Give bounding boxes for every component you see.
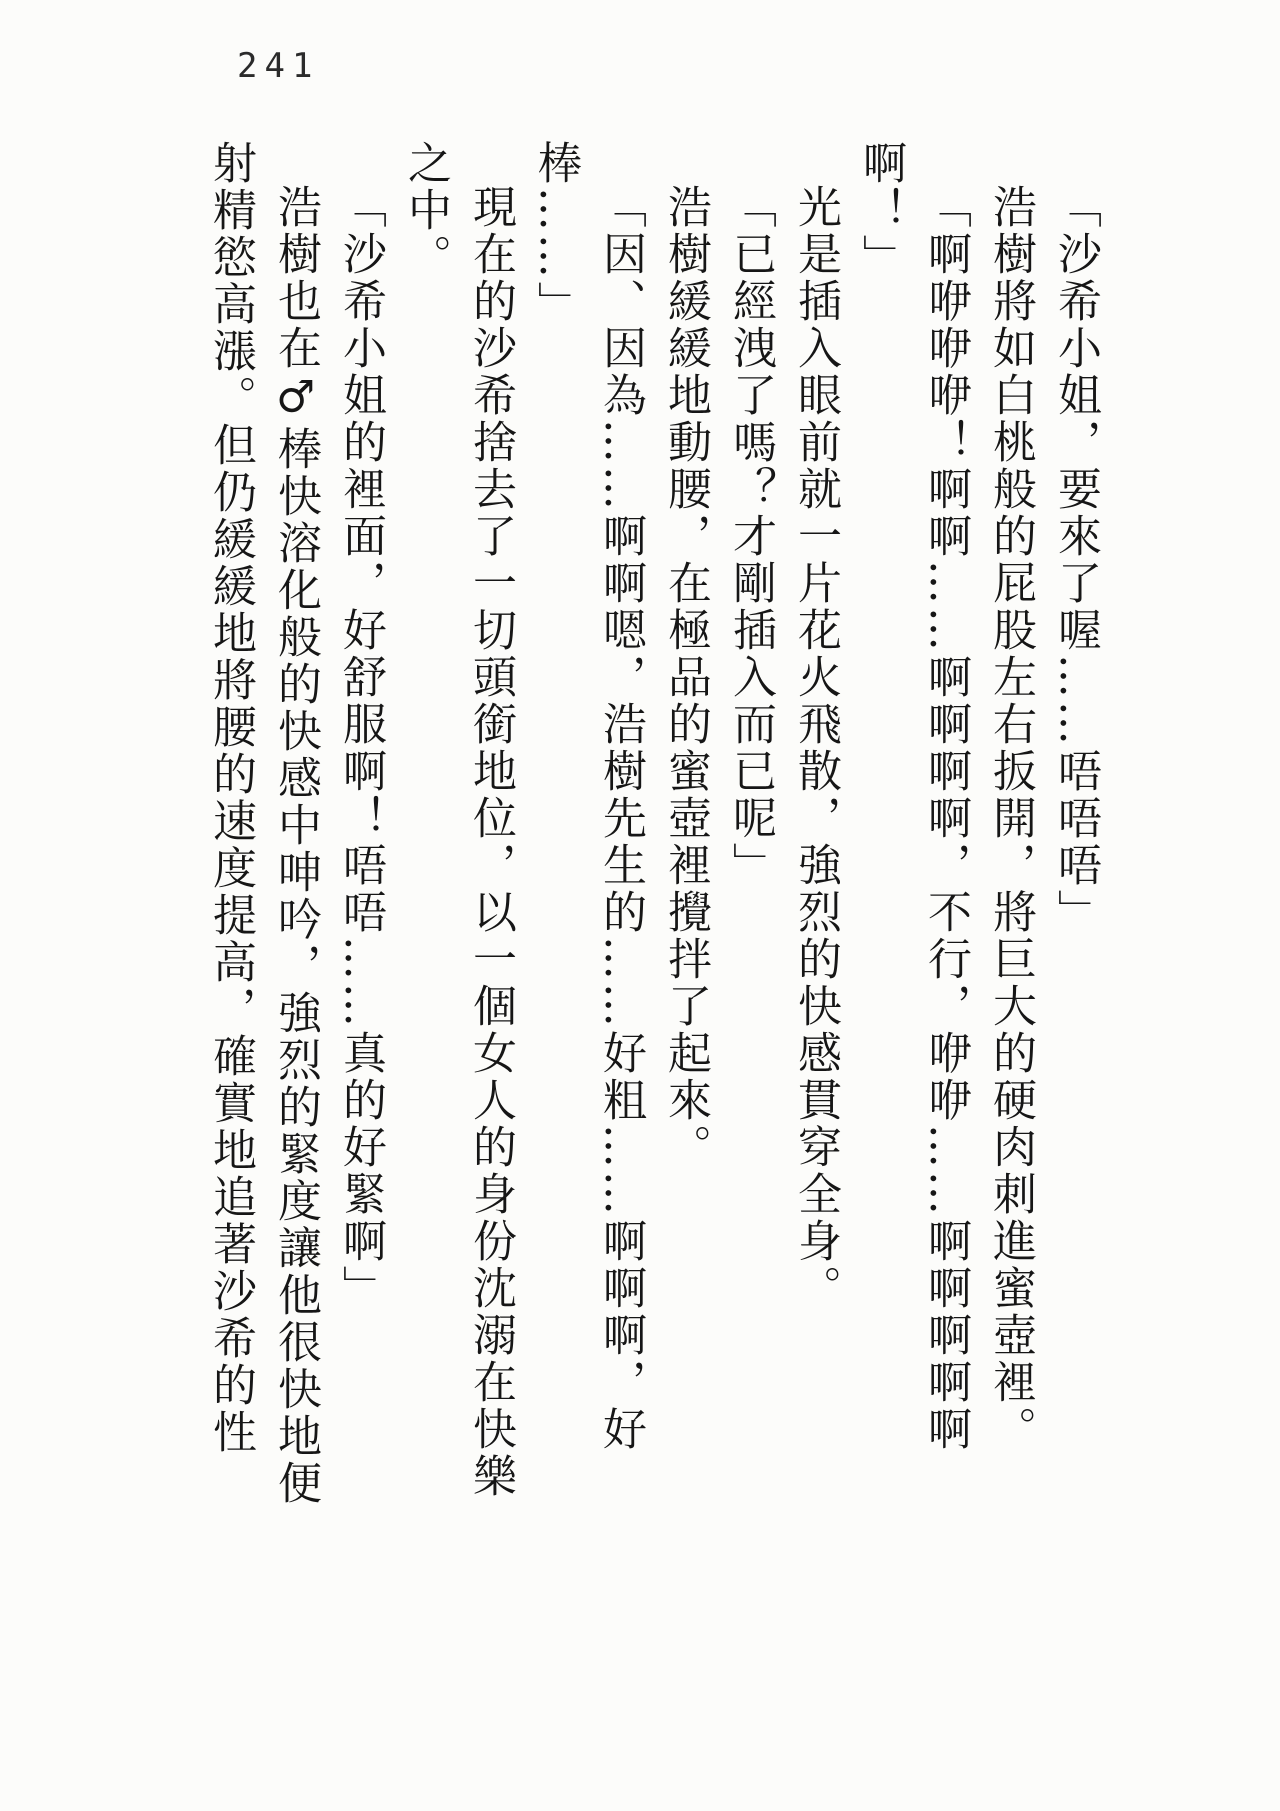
text-column: 棒……」 — [530, 140, 581, 328]
text-column: 「啊咿咿咿！啊啊……啊啊啊啊，不行，咿咿……啊啊啊啊啊 — [920, 184, 971, 1453]
text-column: 「沙希小姐，要來了喔……唔唔唔」 — [1050, 184, 1101, 936]
text-column: 現在的沙希捨去了一切頭銜地位，以一個女人的身份沈溺在快樂 — [465, 184, 516, 1500]
text-column: 射精慾高漲。但仍緩緩地將腰的速度提高，確實地追著沙希的性 — [205, 140, 256, 1456]
page-number: 241 — [237, 46, 320, 86]
text-column: 啊！」 — [855, 140, 906, 281]
text-column: 浩樹緩緩地動腰，在極品的蜜壺裡攪拌了起來。 — [660, 184, 711, 1171]
text-column: 光是插入眼前就一片花火飛散，強烈的快感貫穿全身。 — [790, 184, 841, 1312]
text-column: 之中。 — [400, 140, 451, 281]
text-column: 浩樹也在♂棒快溶化般的快感中呻吟，強烈的緊度讓他很快地便 — [270, 184, 321, 1507]
text-column: 「因、因為……啊啊嗯，浩樹先生的……好粗……啊啊啊，好 — [595, 184, 646, 1453]
text-column: 「沙希小姐的裡面，好舒服啊！唔唔……真的好緊啊」 — [335, 184, 386, 1312]
text-column: 浩樹將如白桃般的屁股左右扳開，將巨大的硬肉刺進蜜壺裡。 — [985, 184, 1036, 1453]
text-column: 「已經洩了嗎？才剛插入而已呢」 — [725, 184, 776, 889]
vertical-text-block — [198, 140, 1108, 1507]
